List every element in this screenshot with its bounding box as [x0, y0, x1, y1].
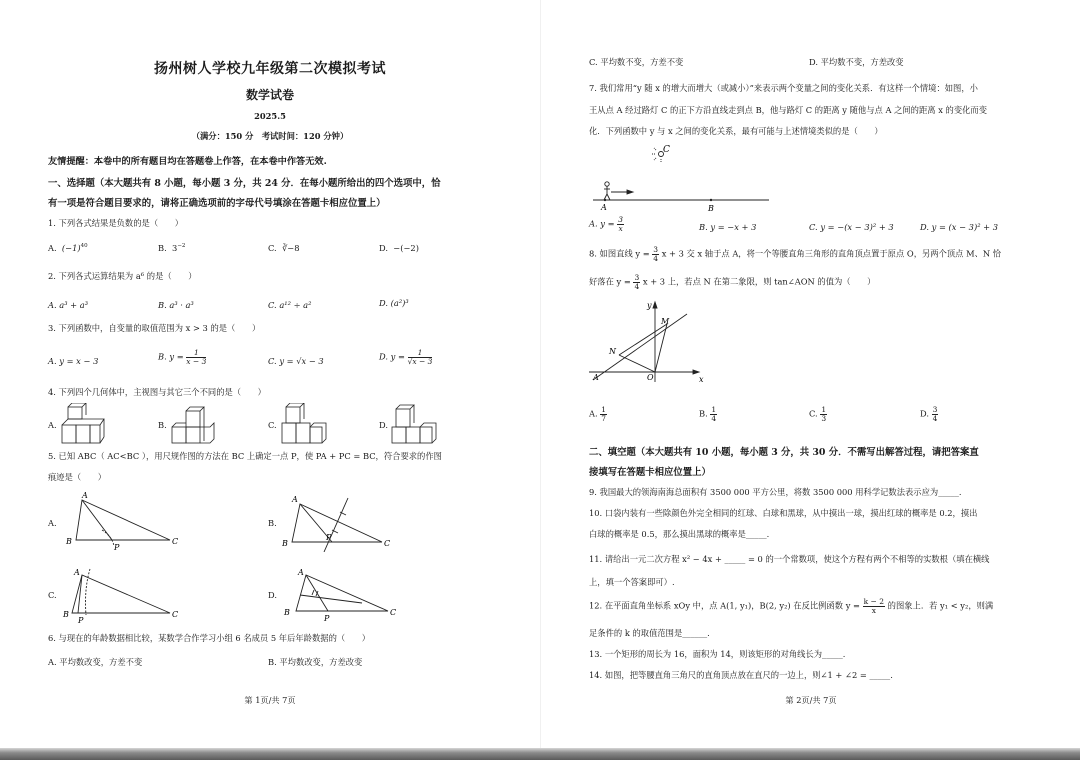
q5a-point-c: C — [172, 537, 179, 546]
q7-point-b: B — [708, 204, 714, 213]
q4-figure-c — [280, 403, 328, 447]
svg-text:C: C — [172, 610, 179, 619]
svg-text:B: B — [63, 610, 69, 619]
q4-figure-b — [170, 403, 218, 447]
q8-axis-y: y — [647, 301, 652, 310]
q3-option-a: A. y = x − 3 — [48, 356, 99, 366]
svg-text:P: P — [326, 533, 332, 542]
q5-stem-2: 痕迹是（ ） — [48, 472, 107, 482]
q4-figure-a — [58, 403, 106, 447]
q10-line-1: 10. 口袋内装有一些除颜色外完全相同的红球、白球和黑球，从中摸出一球，摸出红球的概率是 0.2，摸出 — [589, 508, 978, 518]
notice: 友情提醒：本卷中的所有题目均在答题卷上作答，在本卷中作答无效. — [48, 156, 327, 167]
q8-option-d: D. $\frac{3}{4}$ — [920, 405, 938, 423]
q14: 14. 如图，把等腰直角三角尺的直角顶点放在直尺的一边上，则∠1 + ∠2 = _____. — [589, 670, 893, 680]
q8-option-b: B. $\frac{1}{4}$ — [699, 405, 717, 423]
q12-line-2: 足条件的 k 的取值范围是______. — [589, 628, 710, 638]
svg-text:P: P — [324, 614, 330, 623]
q1-option-b: B. $3^{-2}$ — [158, 243, 186, 253]
q5-option-c-label: C. — [48, 590, 57, 600]
q7-option-c: C. y = −(x − 3)² + 3 — [809, 222, 894, 232]
page-1-footer: 第 1页/共 7页 — [244, 695, 296, 705]
q5-option-d-label: D. — [268, 590, 277, 600]
q5a-point-b: B — [66, 537, 72, 546]
section2-heading-line1: 二、填空题（本大题共有 10 小题，每小题 3 分，共 30 分．不需写出解答过程，请把答案直 — [589, 447, 979, 458]
q10-line-2: 白球的概率是 0.5，那么摸出黑球的概率是_____. — [589, 529, 770, 539]
q7-figure — [589, 140, 789, 214]
q5-option-b-label: B. — [268, 518, 277, 528]
q7-line-2: 王从点 A 经过路灯 C 的正下方沿直线走到点 B，他与路灯 C 的距离 y 随他与点 A 之间的距离 x 的变化而变 — [589, 105, 988, 115]
q8-line-2: 好落在 y = $\frac{3}{4}$ x + 3 上，若点 N 在第二象限，则 tan∠AON 的值为（ ） — [589, 273, 876, 291]
q6-option-b: B. 平均数改变，方差改变 — [268, 657, 363, 667]
q4-option-a-label: A. — [48, 420, 57, 430]
svg-text:B: B — [284, 608, 290, 617]
q7-option-a: A. y = $\frac{3}{x}$ — [589, 215, 623, 233]
q5a-point-a: A — [82, 491, 88, 500]
q7-option-d: D. y = (x − 3)² + 3 — [920, 222, 999, 232]
q8-axis-x: x — [699, 375, 704, 384]
section1-heading-line2: 有一项是符合题目要求的，请将正确选项前的字母代号填涂在答题卡相应位置上） — [48, 198, 386, 209]
q6-stem: 6. 与现在的年龄数据相比较，某数学合作学习小组 6 名成员 5 年后年龄数据的（ ） — [48, 633, 371, 643]
svg-text:A: A — [298, 568, 304, 577]
section2-heading-line2: 接填写在答题卡相应位置上） — [589, 467, 711, 478]
q4-figure-d — [390, 403, 438, 447]
q7-option-b: B. y = −x + 3 — [699, 222, 757, 232]
q2-option-c: C. a¹² ÷ a² — [268, 300, 312, 310]
q11-line-2: 上，填一个答案即可）. — [589, 577, 675, 587]
page-2-footer: 第 2页/共 7页 — [785, 695, 837, 705]
section1-heading-line1: 一、选择题（本大题共有 8 小题，每小题 3 分，共 24 分．在每小题所给出的四个选项中，恰 — [48, 178, 441, 189]
q1-option-c: C. ∛−8 — [268, 243, 300, 253]
q4-option-c-label: C. — [268, 420, 277, 430]
q5-figure-b — [282, 490, 407, 552]
q7-point-c: C — [663, 145, 670, 155]
q8-point-o: O — [647, 373, 654, 382]
page-2 — [540, 0, 1080, 748]
svg-text:C: C — [390, 608, 397, 617]
q8-option-c: C. $\frac{1}{3}$ — [809, 405, 827, 423]
q8-point-a: A — [593, 373, 599, 382]
exam-title: 扬州树人学校九年级第二次模拟考试 — [154, 61, 386, 77]
q5-figure-a — [62, 490, 187, 552]
q5-option-a-label: A. — [48, 518, 57, 528]
q3-option-b: B. y = $\frac{1}{x - 3}$ — [158, 348, 207, 366]
svg-text:A: A — [74, 568, 80, 577]
q3-option-d: D. y = $\frac{1}{√x - 3}$ — [379, 348, 433, 366]
q9: 9. 我国最大的领海南海总面积有 3500 000 平方公里，将数 3500 000 用科学记数法表示应为_____. — [589, 487, 962, 497]
q2-option-d: D. (a²)³ — [379, 298, 409, 308]
svg-text:P: P — [78, 616, 84, 625]
exam-date: 2025.5 — [254, 111, 286, 121]
q12-line-1: 12. 在平面直角坐标系 xOy 中，点 A(1, y₁)，B(2, y₂) 在反比例函数 y = $\frac{k - 2}{x}$ 的图象上．若 y₁ < y₂，则满 — [589, 597, 994, 615]
q5-figure-d — [282, 565, 407, 625]
q8-figure — [589, 298, 709, 384]
q4-stem: 4. 下列四个几何体中，主视图与其它三个不同的是（ ） — [48, 387, 266, 397]
page-1 — [0, 0, 540, 748]
svg-text:A: A — [292, 495, 298, 504]
q1-option-a: A. $(-1)^{40}$ — [48, 243, 88, 253]
svg-text:B: B — [282, 539, 288, 548]
q1-stem: 1. 下列各式结果是负数的是（ ） — [48, 218, 184, 228]
q2-option-b: B. a³ · a³ — [158, 300, 194, 310]
exam-subtitle: 数学试卷 — [245, 88, 294, 102]
q6-option-a: A. 平均数改变，方差不变 — [48, 657, 143, 667]
q7-line-3: 化．下列函数中 y 与 x 之间的变化关系，最有可能与上述情境类似的是（ ） — [589, 126, 883, 136]
q8-point-m: M — [661, 317, 670, 326]
q2-option-a: A. a³ + a³ — [48, 300, 89, 310]
q7-point-a: A — [601, 203, 607, 212]
q2-stem: 2. 下列各式运算结果为 a⁶ 的是（ ） — [48, 271, 197, 281]
q6-option-d: D. 平均数不变，方差改变 — [809, 57, 904, 67]
q1-option-d: D. −(−2) — [379, 243, 419, 253]
scan-bottom-edge — [0, 748, 1080, 760]
q13: 13. 一个矩形的周长为 16，面积为 14，则该矩形的对角线长为_____. — [589, 649, 846, 659]
q3-stem: 3. 下列函数中，自变量的取值范围为 x > 3 的是（ ） — [48, 323, 261, 333]
q5-stem: 5. 已知 ABC（ AC<BC ），用尺规作图的方法在 BC 上确定一点 P，使 PA + PC = BC，符合要求的作图 — [48, 451, 442, 461]
q4-option-b-label: B. — [158, 420, 167, 430]
q8-line-1: 8. 如图直线 y = $\frac{3}{4}$ x + 3 交 x 轴于点 A，将一个等腰直角三角形的直角顶点置于原点 O，另两个顶点 M、N 恰 — [589, 245, 1002, 263]
q3-option-c: C. y = √x − 3 — [268, 356, 324, 366]
q4-option-d-label: D. — [379, 420, 388, 430]
q11-line-1: 11. 请给出一元二次方程 x² − 4x + _____ = 0 的一个常数项，使这个方程有两个不相等的实数根（填在横线 — [589, 554, 990, 564]
q6-option-c: C. 平均数不变，方差不变 — [589, 57, 684, 67]
exam-info: （满分：150 分 考试时间：120 分钟） — [191, 131, 349, 141]
q8-point-n: N — [609, 347, 616, 356]
q7-line-1: 7. 我们常用“y 随 x 的增大而增大（或减小）”来表示两个变量之间的变化关系．有这样一个情境：如图，小 — [589, 83, 978, 93]
q5-figure-c — [62, 565, 187, 625]
q5a-point-p: P — [114, 543, 120, 552]
svg-text:C: C — [384, 539, 391, 548]
q8-option-a: A. $\frac{1}{7}$ — [589, 405, 607, 423]
